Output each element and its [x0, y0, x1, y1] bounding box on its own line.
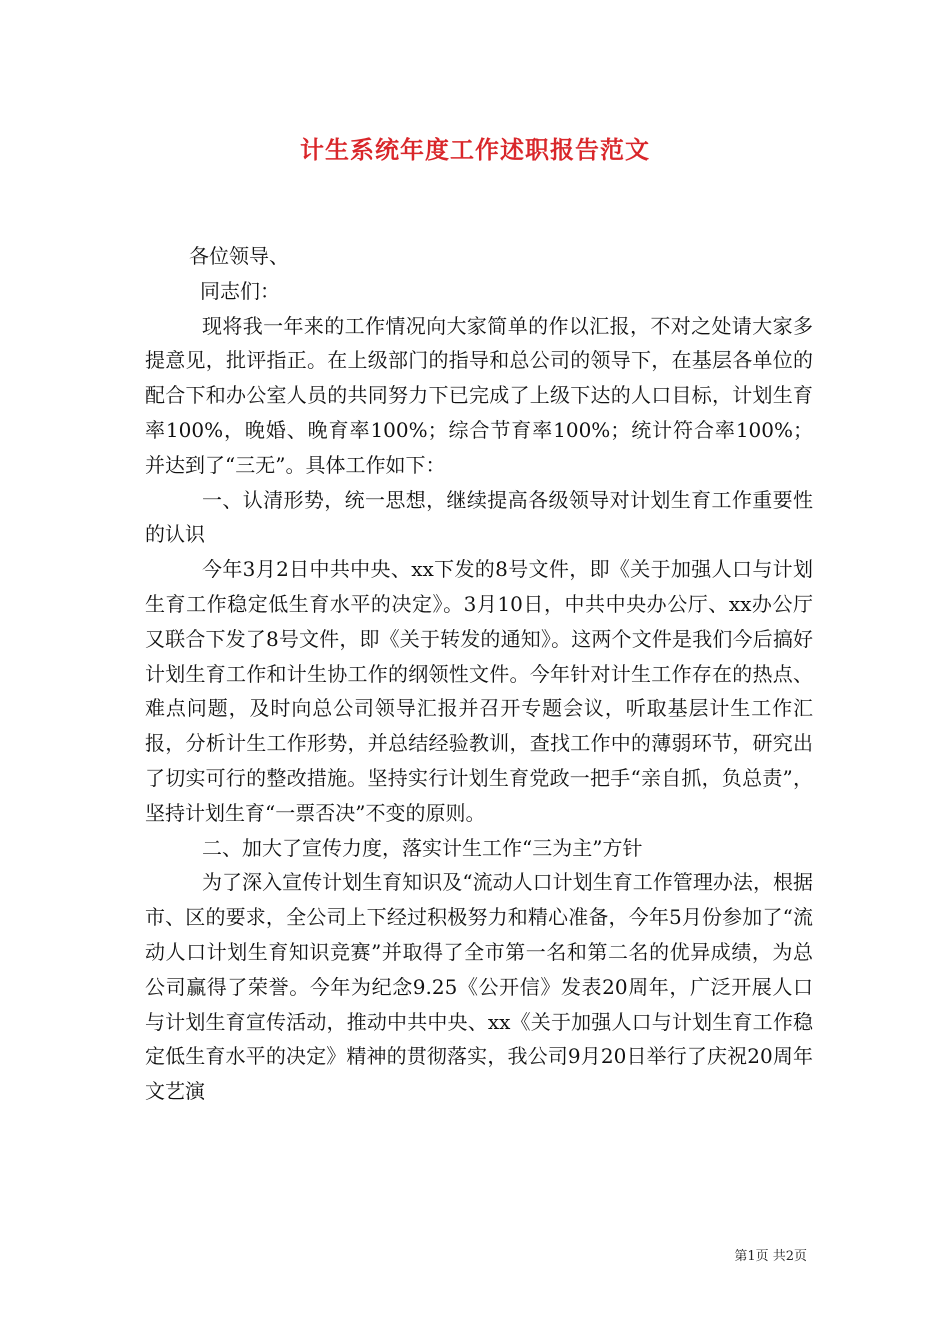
- document-body: [145, 239, 813, 1109]
- document-title: 计生系统年度工作述职报告范文: [300, 135, 650, 164]
- paragraph-section-2: 为了深入宣传计划生育知识及“流动人口计划生育工作管理办法，根据市、区的要求，全公司上下经过积极努力和精心准备，今年5月份参加了“流动人口计划生育知识竞赛”并取得了全市第一名和第二名的优异成绩，为总公司赢得了荣誉。今年为纪念9.25《公开信》发表20周年，广泛开展人口与计划生育宣传活动，推动中共中央、xx《关于加强人口与计划生育工作稳定低生育水平的决定》精神的贯彻落实，我公司9月20日举行了庆祝20周年文艺演: [145, 870, 813, 1104]
- salutation-line-2: 同志们：: [200, 278, 280, 303]
- section-heading-2: 二、加大了宣传力度，落实计生工作“三为主”方针: [202, 835, 643, 860]
- salutation-line-1: 各位领导、: [189, 244, 289, 268]
- paragraph-intro: 现将我一年来的工作情况向大家简单的作以汇报，不对之处请大家多提意见，批评指正。在上级部门的指导和总公司的领导下，在基层各单位的配合下和办公室人员的共同努力下已完成了上级下达的人口目标，计划生育率100%，晚婚、晚育率100%；综合节育率100%；统计符合率100%；并达到了“三无”。具体工作如下：: [145, 313, 813, 477]
- paragraph-section-1: 今年3月2日中共中央、xx下发的8号文件，即《关于加强人口与计划生育工作稳定低生育水平的决定》。3月10日，中共中央办公厅、xx办公厅又联合下发了8号文件，即《关于转发的通知》。这两个文件是我们今后搞好计划生育工作和计生协工作的纲领性文件。今年针对计生工作存在的热点、难点问题，及时向总公司领导汇报并召开专题会议，听取基层计生工作汇报，分析计生工作形势，并总结经验教训，查找工作中的薄弱环节，研究出了切实可行的整改措施。坚持实行计划生育党政一把手“亲自抓，负总责”，坚持计划生育“一票否决”不变的原则。: [145, 557, 813, 825]
- section-heading-1: 一、认清形势，统一思想，继续提高各级领导对计划生育工作重要性的认识: [145, 487, 813, 547]
- page-footer: 第1页 共2页: [734, 1249, 807, 1264]
